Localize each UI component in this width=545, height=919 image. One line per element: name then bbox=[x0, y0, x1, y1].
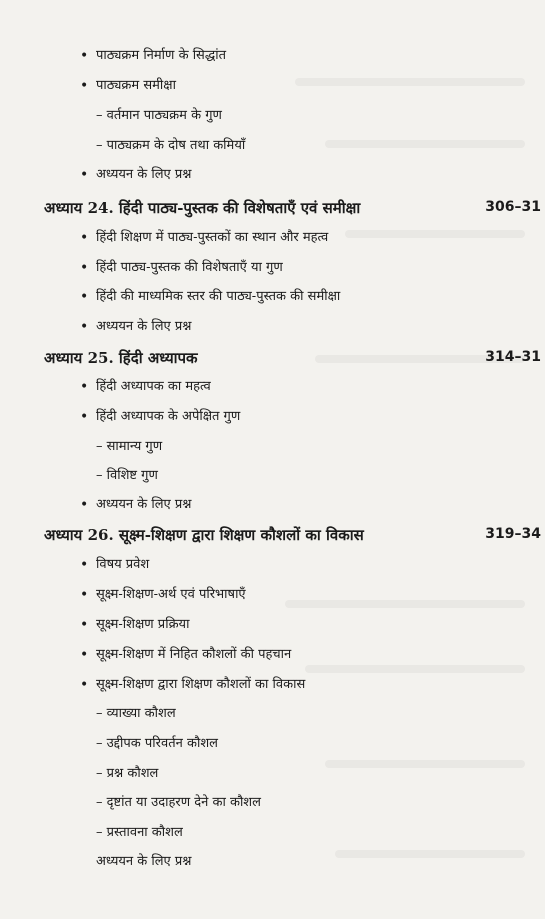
toc-entry: • सूक्ष्म-शिक्षण में निहित कौशलों की पहचान bbox=[96, 646, 291, 664]
show-through-mark bbox=[325, 760, 525, 768]
show-through-mark bbox=[325, 140, 525, 148]
toc-entry: • सूक्ष्म-शिक्षण-अर्थ एवं परिभाषाएँ bbox=[96, 586, 246, 604]
show-through-mark bbox=[295, 78, 525, 86]
toc-entry: • अध्ययन के लिए प्रश्न bbox=[96, 166, 191, 184]
toc-subentry: – वर्तमान पाठ्यक्रम के गुण bbox=[96, 108, 222, 123]
chapter-title: अध्याय 25. हिंदी अध्यापक bbox=[44, 349, 198, 367]
toc-entry: • सूक्ष्म-शिक्षण प्रक्रिया bbox=[96, 616, 189, 634]
chapter-pages: 319–34 bbox=[485, 526, 541, 542]
toc-entry: • हिंदी अध्यापक का महत्व bbox=[96, 378, 211, 396]
toc-entry: • हिंदी की माध्यमिक स्तर की पाठ्य-पुस्तक की समीक्षा bbox=[96, 288, 340, 306]
toc-subentry: – सामान्य गुण bbox=[96, 439, 163, 454]
toc-entry: अध्ययन के लिए प्रश्न bbox=[96, 854, 192, 869]
toc-subentry: – उद्दीपक परिवर्तन कौशल bbox=[96, 736, 218, 751]
toc-subentry: – विशिष्ट गुण bbox=[96, 468, 158, 483]
toc-subentry: – व्याख्या कौशल bbox=[96, 706, 176, 721]
toc-entry: • अध्ययन के लिए प्रश्न bbox=[96, 318, 191, 336]
toc-subentry: – प्रस्तावना कौशल bbox=[96, 825, 183, 840]
chapter-pages: 314–31 bbox=[485, 349, 541, 365]
toc-subentry: – प्रश्न कौशल bbox=[96, 766, 159, 781]
chapter-title: अध्याय 26. सूक्ष्म-शिक्षण द्वारा शिक्षण कौशलों का विकास bbox=[44, 526, 364, 544]
show-through-mark bbox=[335, 850, 525, 858]
toc-subentry: – पाठ्यक्रम के दोष तथा कमियाँ bbox=[96, 138, 246, 153]
toc-entry: • पाठ्यक्रम समीक्षा bbox=[96, 77, 176, 95]
toc-entry: • पाठ्यक्रम निर्माण के सिद्धांत bbox=[96, 47, 226, 65]
show-through-mark bbox=[345, 230, 525, 238]
toc-entry: • सूक्ष्म-शिक्षण द्वारा शिक्षण कौशलों का विकास bbox=[96, 676, 305, 694]
toc-entry: • हिंदी शिक्षण में पाठ्य-पुस्तकों का स्थान और महत्व bbox=[96, 229, 328, 247]
toc-entry: • हिंदी अध्यापक के अपेक्षित गुण bbox=[96, 408, 240, 426]
toc-subentry: – दृष्टांत या उदाहरण देने का कौशल bbox=[96, 795, 261, 810]
toc-entry: • अध्ययन के लिए प्रश्न bbox=[96, 496, 191, 514]
toc-entry: • हिंदी पाठ्य-पुस्तक की विशेषताएँ या गुण bbox=[96, 259, 283, 277]
toc-entry: • विषय प्रवेश bbox=[96, 556, 149, 574]
show-through-mark bbox=[305, 665, 525, 673]
show-through-mark bbox=[285, 600, 525, 608]
chapter-title: अध्याय 24. हिंदी पाठ्य-पुस्तक की विशेषताएँ एवं समीक्षा bbox=[44, 199, 361, 217]
chapter-pages: 306–31 bbox=[485, 199, 541, 215]
